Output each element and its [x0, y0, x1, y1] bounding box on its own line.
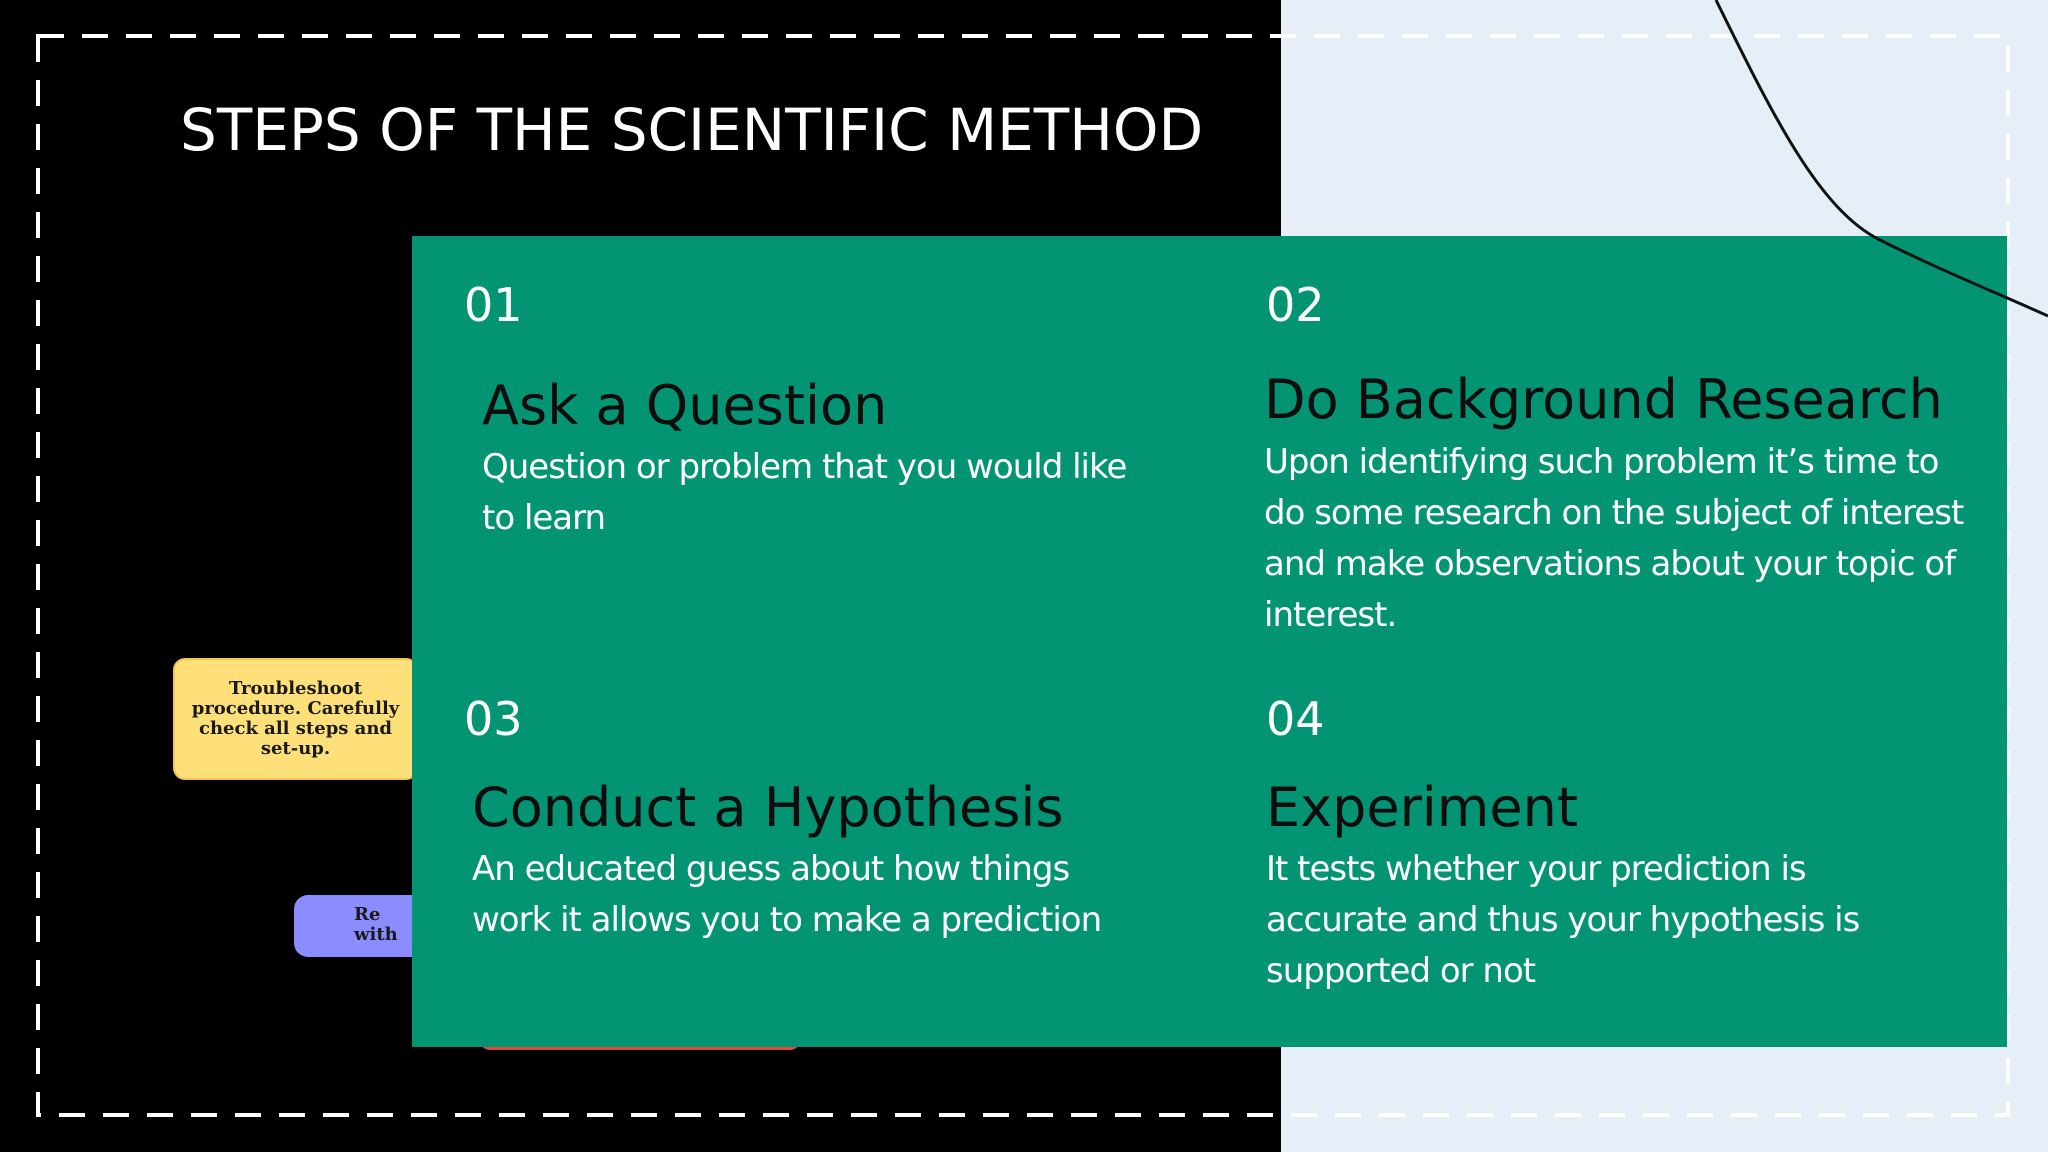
step-4-description: It tests whether your prediction is accurate and thus your hypothesis is supported or not	[1266, 849, 1860, 991]
step-2-description: Upon identifying such problem it’s time to do some research on the subject of interest and make observations about your topic of interest.	[1264, 442, 1964, 635]
step-1-description: Question or problem that you would like to learn	[482, 447, 1127, 538]
step-2-heading: Do Background Research	[1264, 368, 1943, 431]
step-2-number: 02	[1266, 278, 1325, 332]
step-1-number: 01	[464, 278, 523, 332]
step-3-heading: Conduct a Hypothesis	[472, 776, 1064, 839]
step-3-number: 03	[464, 692, 523, 746]
flowchart-blue-text-1: Re	[354, 904, 381, 925]
flowchart-blue-text-2: with	[354, 924, 398, 945]
step-1-heading: Ask a Question	[482, 374, 888, 437]
slide-title: STEPS OF THE SCIENTIFIC METHOD	[180, 96, 1204, 164]
step-4-heading: Experiment	[1266, 776, 1579, 839]
step-4-number: 04	[1266, 692, 1325, 746]
steps-panel	[412, 236, 2007, 1047]
step-3-description: An educated guess about how things work it allows you to make a prediction	[472, 849, 1102, 940]
flowchart-troubleshoot-text: Troubleshoot procedure. Carefully check all steps and set-up.	[191, 678, 400, 759]
